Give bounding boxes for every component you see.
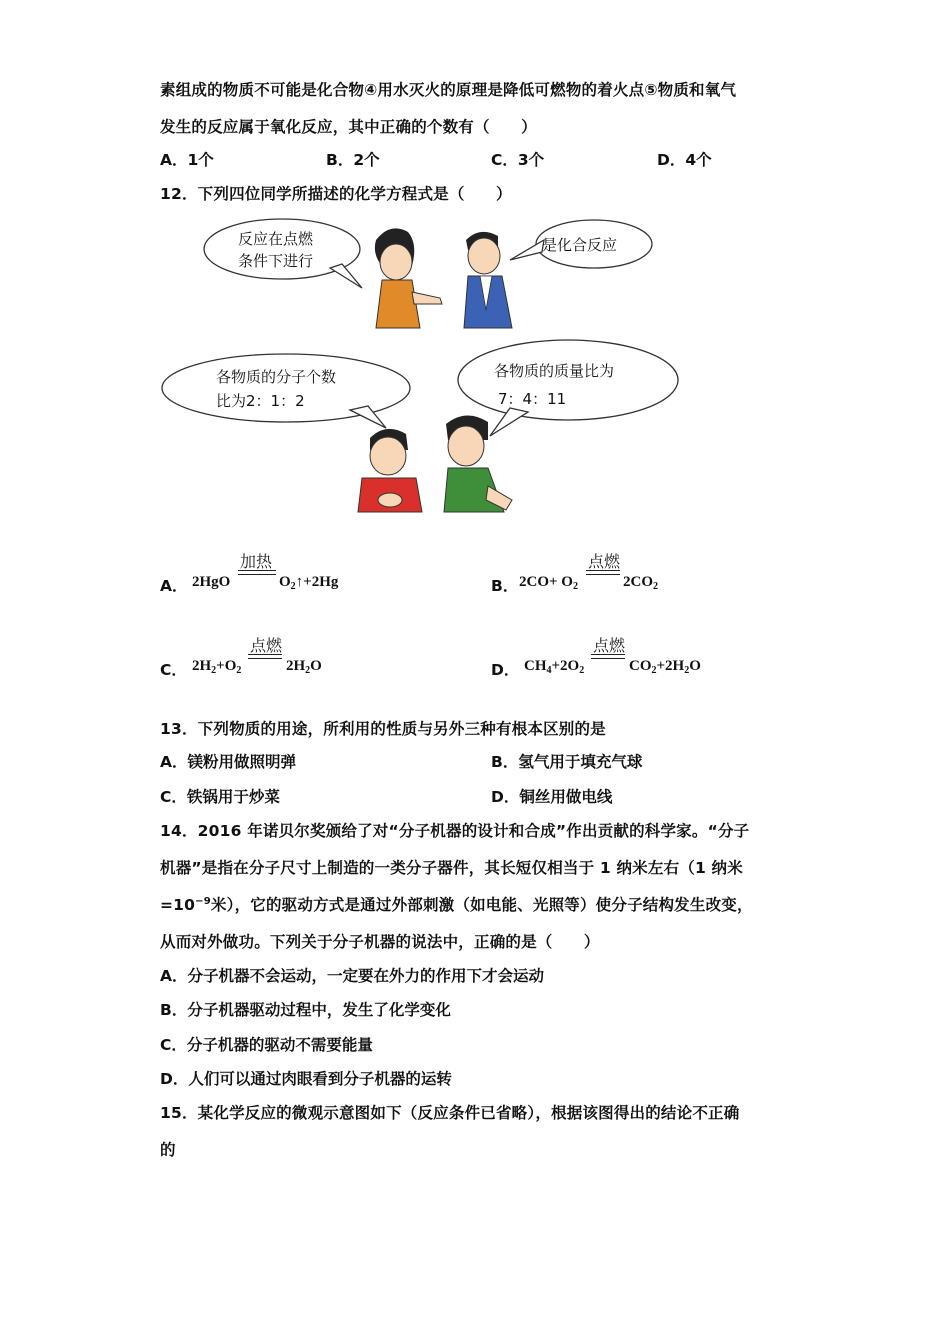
q14-line3-exponent: −9 [195,896,211,907]
q13-option-b[interactable]: B．氢气用于填充气球 [491,753,643,771]
speech-bubble-1 [204,219,362,288]
q14-line2: 机器”是指在分子尺寸上制造的一类分子器件，其长短仅相当于 1 纳米左右（1 纳米 [160,859,743,877]
q12-c-condition: 点燃 [250,636,283,655]
bubble-3-line2: 比为2：1：2 [216,392,305,410]
q14-option-c[interactable]: C．分子机器的驱动不需要能量 [160,1036,373,1054]
q12-a-condition: 加热 [240,552,273,571]
q11-line1: 素组成的物质不可能是化合物④用水灭火的原理是降低可燃物的着火点⑤物质和氧气 [160,81,737,99]
q12-option-c[interactable]: C． [160,661,187,679]
bubble-4-line1: 各物质的质量比为 [494,362,615,380]
q14-option-b[interactable]: B．分子机器驱动过程中，发生了化学变化 [160,1001,451,1019]
girl-figure [375,228,442,328]
q11-option-d[interactable]: D．4个 [657,151,712,169]
man-figure-1 [464,232,512,328]
speech-bubble-2 [510,220,652,268]
q14-option-a[interactable]: A．分子机器不会运动，一定要在外力的作用下才会运动 [160,967,544,985]
q12-c-equals [248,654,282,659]
q14-line1: 14．2016 年诺贝尔奖颁给了对“分子机器的设计和合成”作出贡献的科学家。“分子 [160,822,750,840]
q11-line2: 发生的反应属于氧化反应，其中正确的个数有（ ） [160,118,537,136]
speech-bubble-4 [458,340,678,436]
q12-a-products: $O_2↑+2Hg$ [279,574,339,592]
q11-option-c[interactable]: C．3个 [491,151,545,169]
q12-illustration [150,210,710,530]
q12-option-a[interactable]: A． [160,577,188,595]
q12-c-products: $2H_2O$ [286,658,322,676]
q13-option-a[interactable]: A．镁粉用做照明弹 [160,753,296,771]
q12-a-equals [238,570,276,575]
q11-option-b[interactable]: B．2个 [326,151,380,169]
bubble-4-line2: 7：4：11 [498,390,567,408]
q12-stem: 12．下列四位同学所描述的化学方程式是（ ） [160,185,512,203]
q13-option-d[interactable]: D．铜丝用做电线 [491,788,613,806]
q12-b-products: $2CO_2$ [623,574,658,592]
q12-b-equals [586,570,620,575]
bubble-1-line2: 条件下进行 [238,252,314,270]
q12-b-condition: 点燃 [588,552,621,571]
q12-c-reactants: $2H_2+O_2$ [192,658,242,676]
q12-d-products: $CO_2+2H_2O$ [629,658,701,676]
q14-line3-rest: 米），它的驱动方式是通过外部刺激（如电能、光照等）使分子结构发生改变， [210,896,753,914]
q12-d-condition: 点燃 [593,636,626,655]
q12-option-b[interactable]: B． [491,577,519,595]
q13-stem: 13．下列物质的用途，所利用的性质与另外三种有根本区别的是 [160,720,606,738]
q12-option-d[interactable]: D． [491,661,520,679]
q14-line4: 从而对外做功。下列关于分子机器的说法中，正确的是（ ） [160,933,600,951]
bubble-2-text: 是化合反应 [542,236,618,254]
q14-line3-prefix: =10 [160,896,196,914]
bubble-3-line1: 各物质的分子个数 [216,368,337,386]
q12-b-reactants: $2CO+ O_2$ [519,574,578,592]
boy-figure-2 [444,415,512,512]
q11-option-a[interactable]: A．1个 [160,151,214,169]
q12-a-reactant: 2HgO [192,574,231,590]
boy-figure-1 [358,429,422,512]
q15-line1: 15．某化学反应的微观示意图如下（反应条件已省略），根据该图得出的结论不正确 [160,1104,740,1122]
q12-d-reactants: $CH_4+2O_2$ [524,658,585,676]
q15-line2: 的 [160,1141,176,1159]
q12-d-equals [591,654,625,659]
q14-option-d[interactable]: D．人们可以通过肉眼看到分子机器的运转 [160,1070,452,1088]
bubble-1-line1: 反应在点燃 [238,230,314,248]
q13-option-c[interactable]: C．铁锅用于炒菜 [160,788,280,806]
speech-bubble-3 [162,354,410,428]
q14-line3 [160,893,753,915]
